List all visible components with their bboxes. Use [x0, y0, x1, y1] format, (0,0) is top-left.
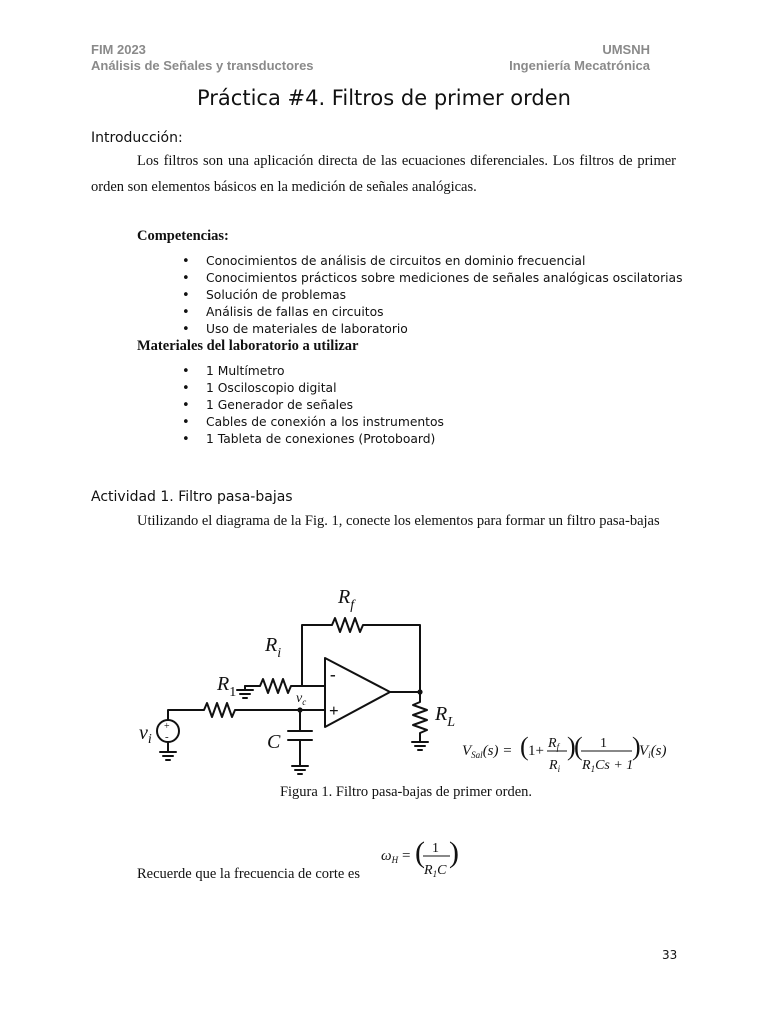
svg-text:ωH — [381, 848, 399, 865]
svg-text:Vi(s) — [639, 743, 667, 760]
svg-text:(: ( — [520, 732, 529, 761]
opamp-plus-label: + — [329, 701, 339, 720]
tf-num: R — [548, 736, 557, 751]
svg-text:vi — [139, 722, 152, 747]
materiales-heading: Materiales del laboratorio a utilizar — [137, 338, 359, 354]
cutoff-den-c: C — [437, 863, 447, 878]
svg-text:RL — [434, 703, 455, 730]
list-item: • Solución de problemas — [0, 287, 683, 304]
svg-text:(: ( — [574, 732, 583, 761]
svg-text:(: ( — [415, 836, 425, 869]
header-year: FIM 2023 — [91, 42, 146, 57]
svg-text:vc — [296, 691, 306, 707]
activity-heading: Actividad 1. Filtro pasa-bajas — [91, 489, 293, 505]
header-university: UMSNH — [602, 42, 650, 57]
vc-label: v — [296, 691, 303, 706]
svg-text:R1C — [423, 863, 447, 879]
tf-arg: (s) = — [482, 743, 513, 759]
list-item: • 1 Generador de señales — [0, 397, 444, 414]
cutoff-den-r: R — [424, 863, 433, 878]
ri-subscript: i — [277, 646, 282, 661]
competencias-heading: Competencias: — [137, 228, 229, 244]
source-minus-label: - — [165, 731, 169, 743]
list-item: • 1 Tableta de conexiones (Protoboard) — [0, 431, 444, 448]
rl-label: R — [435, 703, 448, 725]
svg-text:Rf — [547, 736, 561, 752]
list-item: • Conocimientos de análisis de circuitos en dominio frecuencial — [0, 253, 683, 270]
ri-label: R — [265, 634, 278, 656]
tf-v: V — [462, 743, 472, 759]
cutoff-sentence: Recuerde que la frecuencia de corte es — [137, 866, 361, 882]
figure-caption: Figura 1. Filtro pasa-bajas de primer orden. — [279, 784, 533, 800]
tf-frac-den-sub: 1 — [590, 764, 596, 774]
cutoff-formula — [381, 836, 459, 879]
svg-text:R1 — [216, 673, 236, 700]
vi-label: v — [139, 722, 148, 744]
tf-v-sub: Sal — [471, 750, 483, 760]
list-item: • Uso de materiales de laboratorio — [0, 321, 683, 338]
source-plus-label: + — [164, 721, 170, 732]
page-title: Práctica #4. Filtros de primer orden — [197, 86, 571, 110]
tf-rhs-arg: (s) — [650, 743, 667, 759]
rf-subscript: f — [350, 598, 355, 613]
list-item: • 1 Osciloscopio digital — [0, 380, 444, 397]
svg-text:): ) — [567, 732, 576, 761]
cutoff-omega-sub: H — [391, 855, 399, 865]
header-course: Análisis de Señales y transductores — [91, 58, 314, 73]
list-item: • Conocimientos prácticos sobre mediciones de señales analógicas oscilatorias — [0, 270, 683, 287]
svg-text:Rf — [337, 586, 356, 613]
svg-text:R1Cs + 1 — [581, 758, 633, 774]
node-out-dot — [417, 689, 422, 694]
cutoff-eq: = — [402, 848, 411, 864]
activity-text: Utilizando el diagrama de la Fig. 1, conecte los elementos para formar un filtro pasa-bajas — [137, 513, 660, 529]
r1-label: R — [217, 673, 230, 695]
svg-text:VSal(s) = — [462, 743, 512, 760]
vc-subscript: c — [302, 697, 307, 707]
rl-subscript: L — [447, 715, 456, 730]
vi-subscript: i — [147, 732, 152, 747]
opamp-minus-label: - — [330, 665, 336, 684]
cutoff-omega: ω — [381, 848, 392, 864]
list-item: • Análisis de fallas en circuitos — [0, 304, 683, 321]
tf-frac-num: 1 — [600, 736, 607, 751]
cutoff-num: 1 — [432, 841, 439, 856]
r1-subscript: 1 — [229, 685, 237, 700]
capacitor-label: C — [267, 731, 281, 753]
list-item: • Cables de conexión a los instrumentos — [0, 414, 444, 431]
svg-text:Ri — [548, 758, 561, 774]
tf-rhs: V — [639, 743, 649, 759]
svg-text:Ri — [264, 634, 281, 661]
intro-heading: Introducción: — [91, 130, 183, 146]
tf-frac-den-r: R — [582, 758, 591, 773]
tf-den-sub: i — [557, 764, 561, 774]
node-vc-dot — [297, 707, 302, 712]
list-item: • 1 Multímetro — [0, 363, 444, 380]
rf-label: R — [338, 586, 351, 608]
svg-text:): ) — [449, 836, 459, 869]
page-number: 33 — [662, 948, 678, 962]
tf-one-plus: 1+ — [528, 743, 544, 759]
transfer-function — [462, 732, 667, 774]
tf-rhs-sub: i — [648, 750, 651, 760]
header-program: Ingeniería Mecatrónica — [509, 58, 650, 73]
svg-text:): ) — [632, 732, 641, 761]
tf-frac-den-rest: Cs + 1 — [595, 758, 634, 773]
tf-num-sub: f — [556, 742, 560, 752]
tf-den: R — [549, 758, 558, 773]
cutoff-den-sub: 1 — [432, 869, 438, 879]
intro-text: Los filtros son una aplicación directa de las ecuaciones diferenciales. Los filtros de primer orden son elementos básicos en la medición de señales analógicas. — [91, 153, 676, 195]
